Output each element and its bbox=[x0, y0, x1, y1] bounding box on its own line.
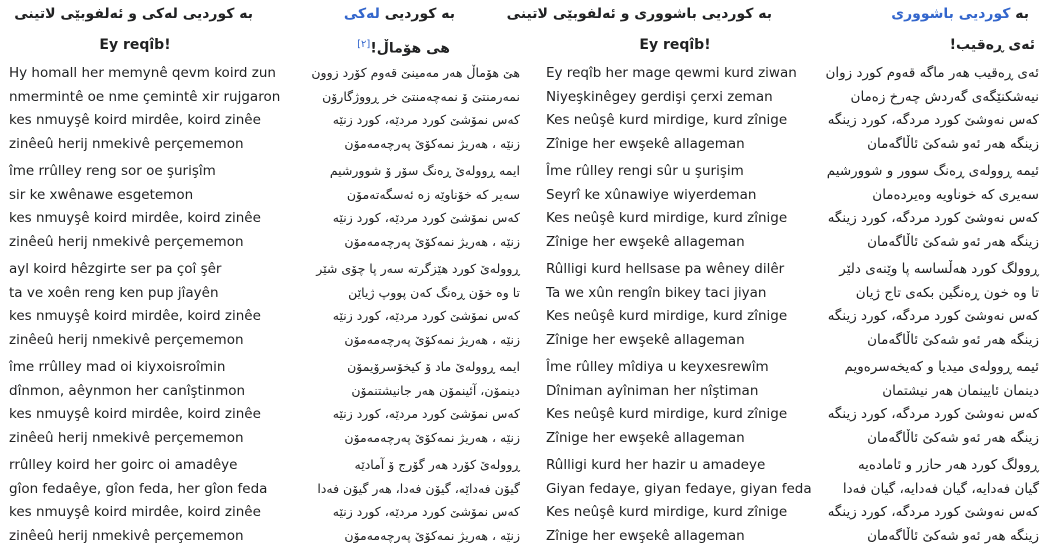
poem-line: ڕوولەێ کورد هێزگرتە سەر پا چۆی شێر bbox=[316, 261, 520, 276]
poem-line: Zînige her ewşekê allageman bbox=[546, 527, 745, 544]
poem-line: Niyeşkinêgey gerdişi çerxi zeman bbox=[546, 88, 773, 105]
poem-line: zinêeû herij nmekivê perçememon bbox=[9, 331, 244, 348]
poem-line: îme rrûlley reng sor oe şurişîm bbox=[9, 163, 216, 179]
poem-line: کەس نەوشێ کورد مردگە، کورد زینگە bbox=[827, 504, 1039, 520]
poem-line: زنێە ، هەریژ نمەکۆێ پەرچەمەمۆن bbox=[344, 527, 520, 543]
poem-line: nmermintê oe nme çemintê xir rujgaron bbox=[9, 88, 281, 105]
poem-line: Rûlligi kurd her hazir u amadeye bbox=[546, 457, 766, 473]
poem-line: dînmon, aêynmon her canîştinmon bbox=[9, 382, 246, 399]
column-laki bbox=[270, 0, 540, 554]
poem-line: زنێە ، هەریژ نمەکۆێ پەرچەمەمۆن bbox=[344, 233, 520, 249]
poem-line: Zînige her ewşekê allageman bbox=[546, 429, 745, 446]
poem-line: ta ve xoên reng ken pup jîayên bbox=[9, 284, 219, 301]
poem-line: Ey reqîb her mage qewmi kurd ziwan bbox=[546, 65, 797, 81]
poem-line: ئەی ڕەقیب هەر ماگە قەوم کورد زوان bbox=[825, 65, 1039, 81]
poem-line: هێ هۆماڵ هەر مەمینێ قەوم کۆرد زوون bbox=[311, 65, 520, 80]
poem-line: zinêeû herij nmekivê perçememon bbox=[9, 233, 244, 250]
poem-line: زنێە ، هەریژ نمەکۆێ پەرچەمەمۆن bbox=[344, 135, 520, 151]
header-prefix: به کوردیی bbox=[379, 6, 455, 22]
laki-link[interactable]: لەکی bbox=[343, 6, 380, 22]
poem-line: Kes neûşê kurd mirdige, kurd zînige bbox=[546, 504, 788, 520]
poem-line: کەس نمۆشێ کورد مردێە، کورد زنێە bbox=[332, 112, 520, 127]
reference-link[interactable]: [٢] bbox=[357, 39, 371, 50]
poem-line: zinêeû herij nmekivê perçememon bbox=[9, 527, 244, 544]
poem-line: zinêeû herij nmekivê perçememon bbox=[9, 135, 244, 152]
poem-line: دینمۆن، آئینمۆن هەر جانیشتنمۆن bbox=[351, 382, 520, 398]
poem-line: sir ke xwênawe esgetemon bbox=[9, 186, 194, 203]
column-header bbox=[810, 3, 1029, 25]
poem-line: ayl koird hêzgirte ser pa çoî şêr bbox=[9, 261, 222, 277]
column-southern-kurdish bbox=[810, 0, 1044, 554]
poem-title-text: هی هۆماڵ! bbox=[370, 40, 450, 57]
poem-line: کەس نمۆشێ کورد مردێە، کورد زنێە bbox=[332, 210, 520, 225]
poem-title: Ey reqîb! bbox=[639, 37, 711, 53]
poem-line: Kes neûşê kurd mirdige, kurd zînige bbox=[546, 210, 788, 226]
poem-line: زینگە هەر ئەو شەکێ ئاڵاگەمان bbox=[867, 331, 1039, 348]
column-header: به کوردیی باشووری و ئەلفوبێی لاتینی bbox=[506, 6, 772, 22]
poem-line: زینگە هەر ئەو شەکێ ئاڵاگەمان bbox=[867, 527, 1039, 544]
poem-line: گیان فەدایە، گیان فەدایە، گیان فەدا bbox=[842, 480, 1039, 497]
poem-line: Zînige her ewşekê allageman bbox=[546, 233, 745, 250]
poem-line: سەیر کە خۆناوێە زە ئەسگەتەمۆن bbox=[346, 186, 520, 202]
poem-line: ڕوولەێ کۆرد هەر گۆرج ۆ آمادێە bbox=[354, 457, 520, 472]
poem-line: Kes neûşê kurd mirdige, kurd zînige bbox=[546, 112, 788, 128]
poem-line: Giyan fedaye, giyan fedaye, giyan feda bbox=[546, 480, 812, 497]
poem-line: rrûlley koird her goirc oi amadêye bbox=[9, 457, 238, 473]
poem-line: زینگە هەر ئەو شەکێ ئاڵاگەمان bbox=[867, 135, 1039, 152]
poem-title: ئەی ڕەقیب! bbox=[949, 37, 1035, 53]
poem-line: zinêeû herij nmekivê perçememon bbox=[9, 429, 244, 446]
southern-kurdish-link[interactable]: کوردیی باشووری bbox=[891, 6, 1011, 22]
poem-line: Rûlligi kurd hellsase pa wêney dilêr bbox=[546, 261, 785, 277]
poem-line: Hy homall her memynê qevm koird zun bbox=[9, 65, 276, 81]
poem-line: سەیری کە خوناویە وەیردەمان bbox=[872, 186, 1039, 203]
column-header bbox=[270, 3, 455, 25]
poem-line: زینگە هەر ئەو شەکێ ئاڵاگەمان bbox=[867, 429, 1039, 446]
poem-line: kes nmuyşê koird mirdêe, koird zinêe bbox=[9, 504, 261, 520]
poem-line: Îme rûlley mîdiya u keyxesrewîm bbox=[546, 359, 769, 375]
poem-line: Kes neûşê kurd mirdige, kurd zînige bbox=[546, 308, 788, 324]
poem-title bbox=[270, 34, 450, 56]
poem-line: kes nmuyşê koird mirdêe, koird zinêe bbox=[9, 210, 261, 226]
poem-line: gîon fedaêye, gîon feda, her gîon feda bbox=[9, 480, 268, 497]
poem-line: دینمان ئایینمان هەر نیشتمان bbox=[882, 382, 1039, 399]
column-laki-latin bbox=[0, 0, 281, 554]
poem-line: تا وە خۆن ڕەنگ کەن پووپ ژیاێن bbox=[348, 284, 520, 300]
poem-line: کەس نەوشێ کورد مردگە، کورد زینگە bbox=[827, 112, 1039, 128]
poem-title: Ey reqîb! bbox=[99, 37, 171, 53]
poem-line: کەس نمۆشێ کورد مردێە، کورد زنێە bbox=[332, 406, 520, 421]
poem-line: Kes neûşê kurd mirdige, kurd zînige bbox=[546, 406, 788, 422]
poem-line: کەس نمۆشێ کورد مردێە، کورد زنێە bbox=[332, 504, 520, 519]
poem-line: نیەشکنێگەی گەردش چەرخ زەمان bbox=[850, 88, 1039, 105]
poem-line: Dîniman ayîniman her nîştiman bbox=[546, 382, 759, 399]
column-header: به کوردیی لەکی و ئەلفوبێی لاتینی bbox=[14, 6, 253, 22]
poem-line: زینگە هەر ئەو شەکێ ئاڵاگەمان bbox=[867, 233, 1039, 250]
column-southern-latin bbox=[506, 0, 812, 554]
poem-line: Ta we xûn rengîn bikey taci jiyan bbox=[546, 284, 767, 301]
poem-line: کەس نەوشێ کورد مردگە، کورد زینگە bbox=[827, 308, 1039, 324]
poem-line: تا وە خون ڕەنگین بکەی تاج ژیان bbox=[855, 284, 1039, 301]
poem-line: kes nmuyşê koird mirdêe, koird zinêe bbox=[9, 112, 261, 128]
poem-line: زنێە ، هەریژ نمەکۆێ پەرچەمەمۆن bbox=[344, 429, 520, 445]
poem-line: کەس نمۆشێ کورد مردێە، کورد زنێە bbox=[332, 308, 520, 323]
poem-line: ڕوولگ کورد هەر حازر و ئامادەیە bbox=[857, 457, 1039, 473]
poem-line: Îme rûlley rengi sûr u şurişim bbox=[546, 163, 744, 179]
poem-line: نمەرمنتێ ۆ نمەچەمنتێ خر ڕووژگارۆن bbox=[322, 88, 520, 104]
poem-line: Zînige her ewşekê allageman bbox=[546, 331, 745, 348]
poem-line: ئیمە ڕوولەی ڕەنگ سوور و شوورشیم bbox=[826, 163, 1039, 179]
poem-line: ایمە ڕوولەێ ڕەنگ سۆر ۆ شوورشیم bbox=[329, 163, 520, 178]
poem-line: ایمە ڕوولەێ ماد ۆ کیخۆسرۆیمۆن bbox=[347, 359, 520, 374]
poem-line: کەس نەوشێ کورد مردگە، کورد زینگە bbox=[827, 406, 1039, 422]
header-prefix: به bbox=[1010, 6, 1029, 22]
poem-line: کەس نەوشێ کورد مردگە، کورد زینگە bbox=[827, 210, 1039, 226]
poem-line: ڕوولگ کورد هەڵساسە پا وێنەی دلێر bbox=[839, 261, 1039, 277]
poem-line: گیۆن فەداێە، گیۆن فەدا، هەر گیۆن فەدا bbox=[317, 480, 520, 496]
poem-line: Zînige her ewşekê allageman bbox=[546, 135, 745, 152]
poem-line: ئیمە ڕوولەی میدیا و کەیخەسرەویم bbox=[844, 359, 1039, 375]
poem-line: زنێە ، هەریژ نمەکۆێ پەرچەمەمۆن bbox=[344, 331, 520, 347]
poem-line: kes nmuyşê koird mirdêe, koird zinêe bbox=[9, 308, 261, 324]
poem-line: Seyrî ke xûnawiye wiyerdeman bbox=[546, 186, 757, 203]
poem-line: îme rrûlley mad oi kiyxoisroîmin bbox=[9, 359, 226, 375]
poem-line: kes nmuyşê koird mirdêe, koird zinêe bbox=[9, 406, 261, 422]
